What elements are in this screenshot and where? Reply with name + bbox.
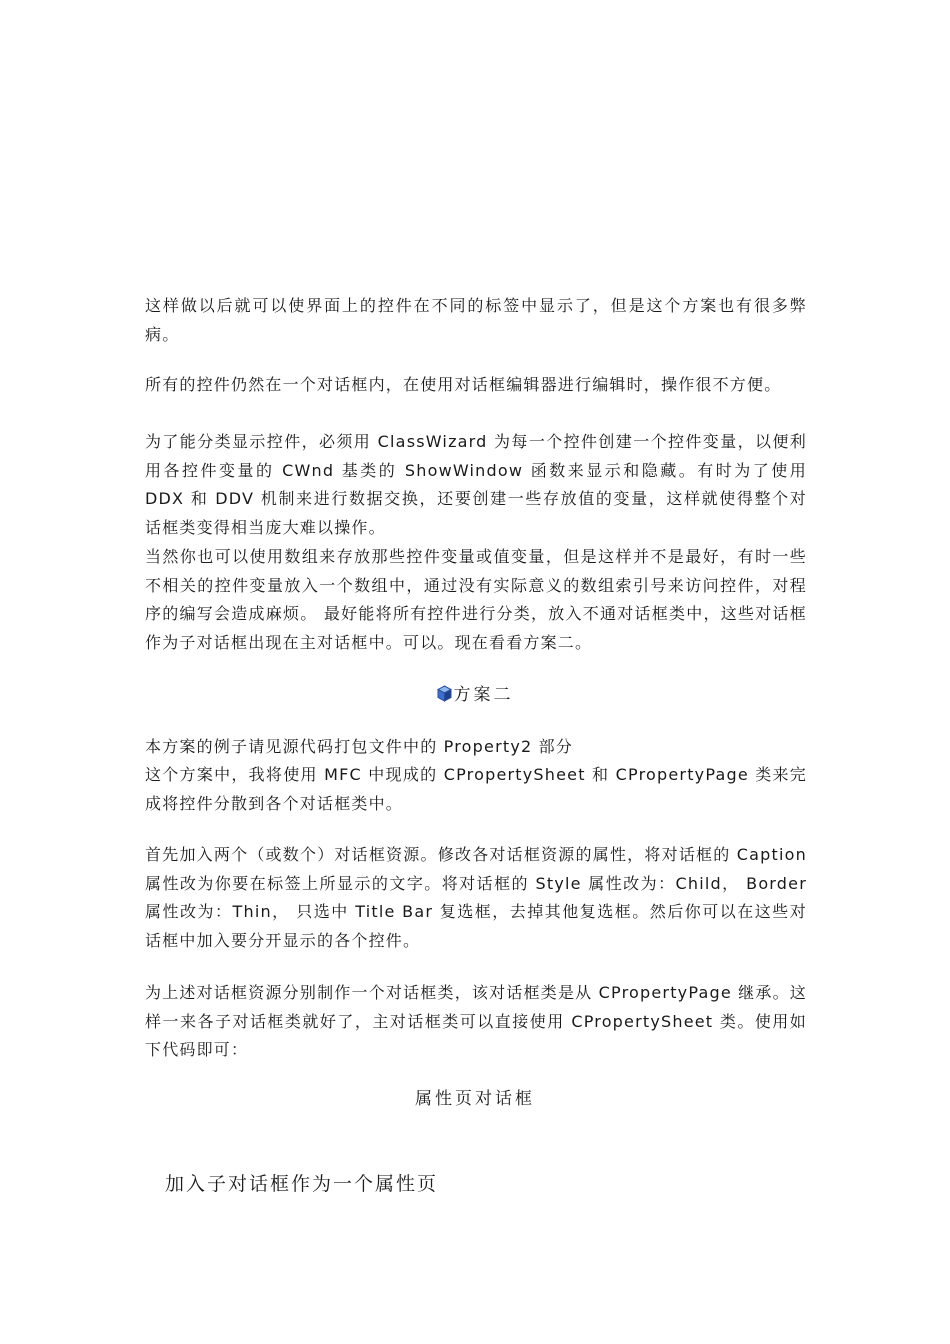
section-heading-text: 方案二 xyxy=(453,685,514,705)
section-heading-plan-two xyxy=(0,680,950,707)
paragraph-array-approach: 当然你也可以使用数组来存放那些控件变量或值变量，但是这样并不是最好，有时一些不相关的控件变量放入一个数组中，通过没有实际意义的数组索引号来访问控件，对程序的编写会造成麻烦。 最好能将所有控件进行分类，放入不通对话框类中，这些对话框作为子对话框出现在主对话框中。可以。现在看看方案二。 xyxy=(145,547,807,652)
cube-icon xyxy=(437,685,452,707)
caption-add-subdialog: 加入子对话框作为一个属性页 xyxy=(165,1173,439,1195)
caption-property-dialog: 属性页对话框 xyxy=(415,1089,535,1109)
paragraph-classwizard-variables: 为了能分类显示控件，必须用 ClassWizard 为每一个控件创建一个控件变量，以便利用各控件变量的 CWnd 基类的 ShowWindow 函数来显示和隐藏。有时为了使用 DDX 和 DDV 机制来进行数据交换，还要创建一些存放值的变量，这样就使得整个对话框类变得相当庞大难以操作。 xyxy=(145,432,807,537)
paragraph-single-dialog-issue: 所有的控件仍然在一个对话框内，在使用对话框编辑器进行编辑时，操作很不方便。 xyxy=(145,375,782,394)
paragraph-dialog-classes: 为上述对话框资源分别制作一个对话框类，该对话框类是从 CPropertyPage 继承。这样一来各子对话框类就好了，主对话框类可以直接使用 CPropertySheet 类。使用如下代码即可： xyxy=(145,983,807,1059)
paragraph-example-reference: 本方案的例子请见源代码打包文件中的 Property2 部分 xyxy=(145,737,574,756)
paragraph-plan-two-overview: 这个方案中，我将使用 MFC 中现成的 CPropertySheet 和 CPropertyPage 类来完成将控件分散到各个对话框类中。 xyxy=(145,765,807,813)
paragraph-drawbacks-intro: 这样做以后就可以使界面上的控件在不同的标签中显示了，但是这个方案也有很多弊病。 xyxy=(145,296,807,344)
paragraph-add-dialog-resources: 首先加入两个（或数个）对话框资源。修改各对话框资源的属性，将对话框的 Caption 属性改为你要在标签上所显示的文字。将对话框的 Style 属性改为：Child， Border 属性改为：Thin， 只选中 Title Bar 复选框，去掉其他复选框。然后你可以在这些对话框中加入要分开显示的各个控件。 xyxy=(145,845,807,950)
